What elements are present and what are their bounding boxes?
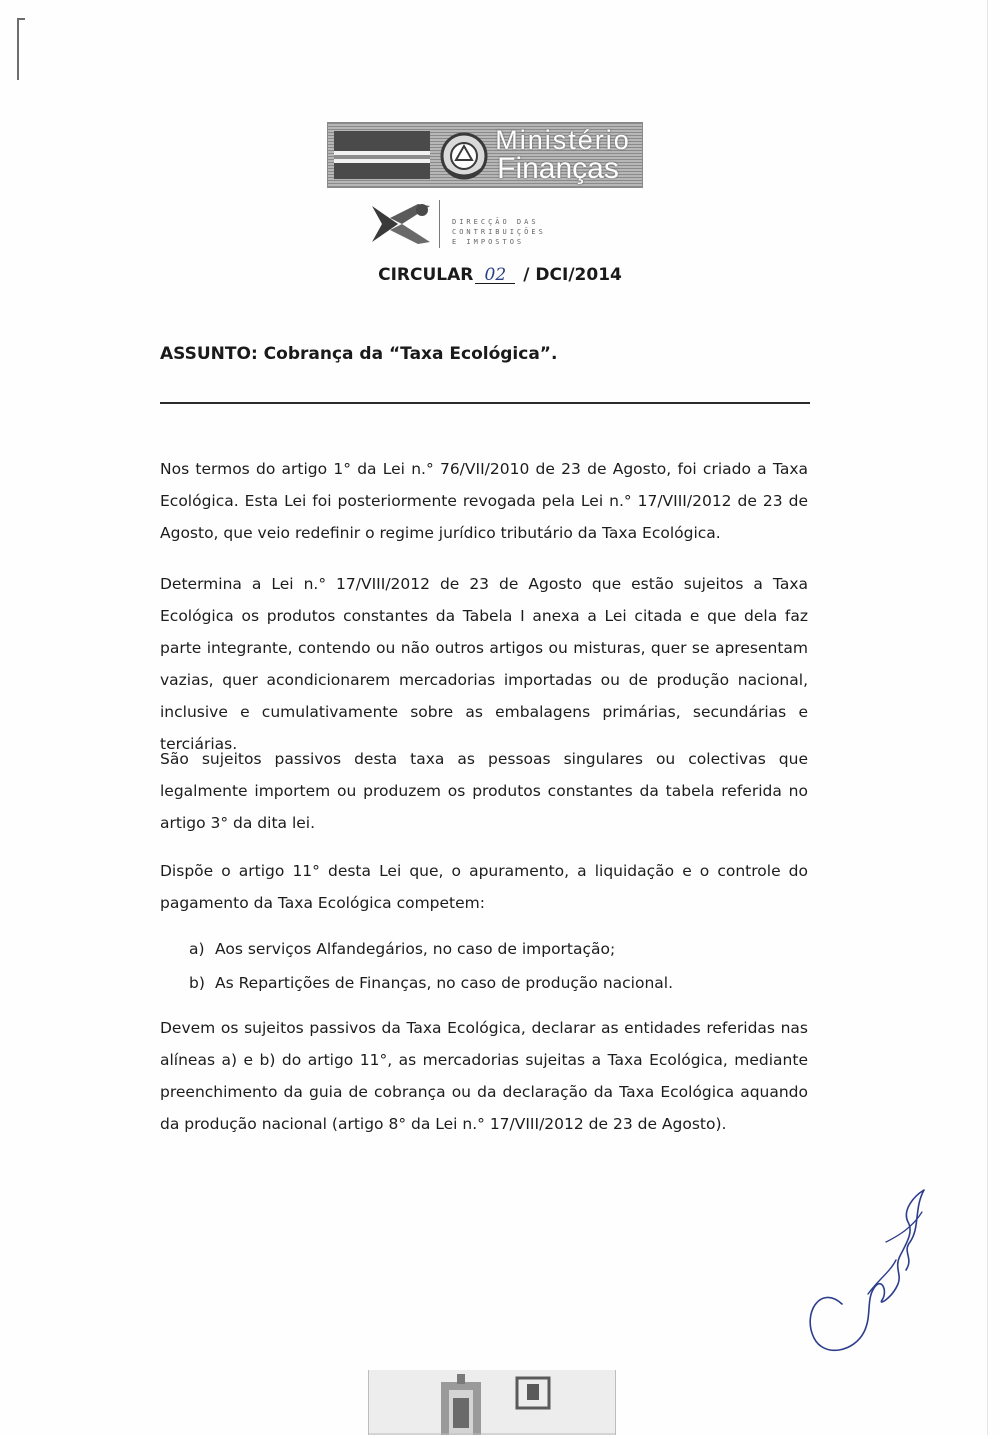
paragraph-2: Determina a Lei n.° 17/VIII/2012 de 23 de Agosto que estão sujeitos a Taxa Ecológica os produtos constantes da Tabela I anexa a Lei citada e que dela faz parte integrante, contendo ou não outros artigos ou misturas, quer se apresentam vazias, quer acondicionarem mercadorias importadas ou de produção nacional, inclusive e cumulativamente sobre as embalagens primárias, secundárias e terciárias.	[160, 575, 808, 753]
bottom-stamp	[368, 1370, 616, 1435]
circular-prefix: CIRCULAR	[378, 265, 474, 285]
scan-edge-line	[987, 0, 988, 1435]
list-item-text: As Repartições de Finanças, no caso de produção nacional.	[215, 974, 674, 992]
list-marker: b)	[189, 974, 205, 992]
paragraph-3: São sujeitos passivos desta taxa as pessoas singulares ou colectivas que legalmente importem ou produzem os produtos constantes da tabela referida no artigo 3° da dita lei.	[160, 750, 808, 832]
paragraph-1: Nos termos do artigo 1° da Lei n.° 76/VII/2010 de 23 de Agosto, foi criado a Taxa Ecológica. Esta Lei foi posteriormente revogada pela Lei n.° 17/VIII/2012 de 23 de Agosto, que veio redefinir o regime jurídico tributário da Taxa Ecológica.	[160, 460, 808, 542]
dci-line-2: CONTRIBUIÇÕES	[452, 228, 546, 236]
paragraph-5: Devem os sujeitos passivos da Taxa Ecológica, declarar as entidades referidas nas alíneas a) e b) do artigo 11°, as mercadorias sujeitas a Taxa Ecológica, mediante preenchimento da guia de cobrança ou da declaração da Taxa Ecológica aquando da produção nacional (artigo 8° da Lei n.° 17/VIII/2012 de 23 de Agosto).	[160, 1019, 808, 1133]
competence-list	[189, 932, 673, 1000]
horizontal-rule	[160, 402, 810, 404]
stamp-graphic-icon	[369, 1370, 615, 1435]
list-item	[189, 966, 673, 1000]
paragraph-4: Dispõe o artigo 11° desta Lei que, o apuramento, a liquidação e o controle do pagamento da Taxa Ecológica competem:	[160, 862, 808, 912]
ministry-title: Ministério	[495, 125, 631, 155]
circular-title	[0, 265, 1000, 285]
dci-line-1: DIRECÇÃO DAS	[452, 218, 539, 226]
list-item-text: Aos serviços Alfandegários, no caso de importação;	[215, 940, 616, 958]
dci-name	[452, 217, 546, 247]
dci-separator	[439, 200, 440, 248]
dci-logo-icon	[368, 200, 432, 248]
flag-icon	[334, 131, 430, 179]
subject-line: ASSUNTO: Cobrança da “Taxa Ecológica”.	[160, 344, 558, 364]
circular-suffix: / DCI/2014	[523, 265, 622, 285]
circular-number: 02	[475, 267, 515, 284]
signature-icon	[802, 1182, 932, 1362]
ministry-banner	[327, 122, 643, 188]
scan-edge-mark	[17, 18, 19, 80]
dci-line-3: E IMPOSTOS	[452, 238, 525, 246]
ministry-subtitle: Finanças	[497, 152, 619, 185]
list-item	[189, 932, 673, 966]
list-marker: a)	[189, 940, 205, 958]
